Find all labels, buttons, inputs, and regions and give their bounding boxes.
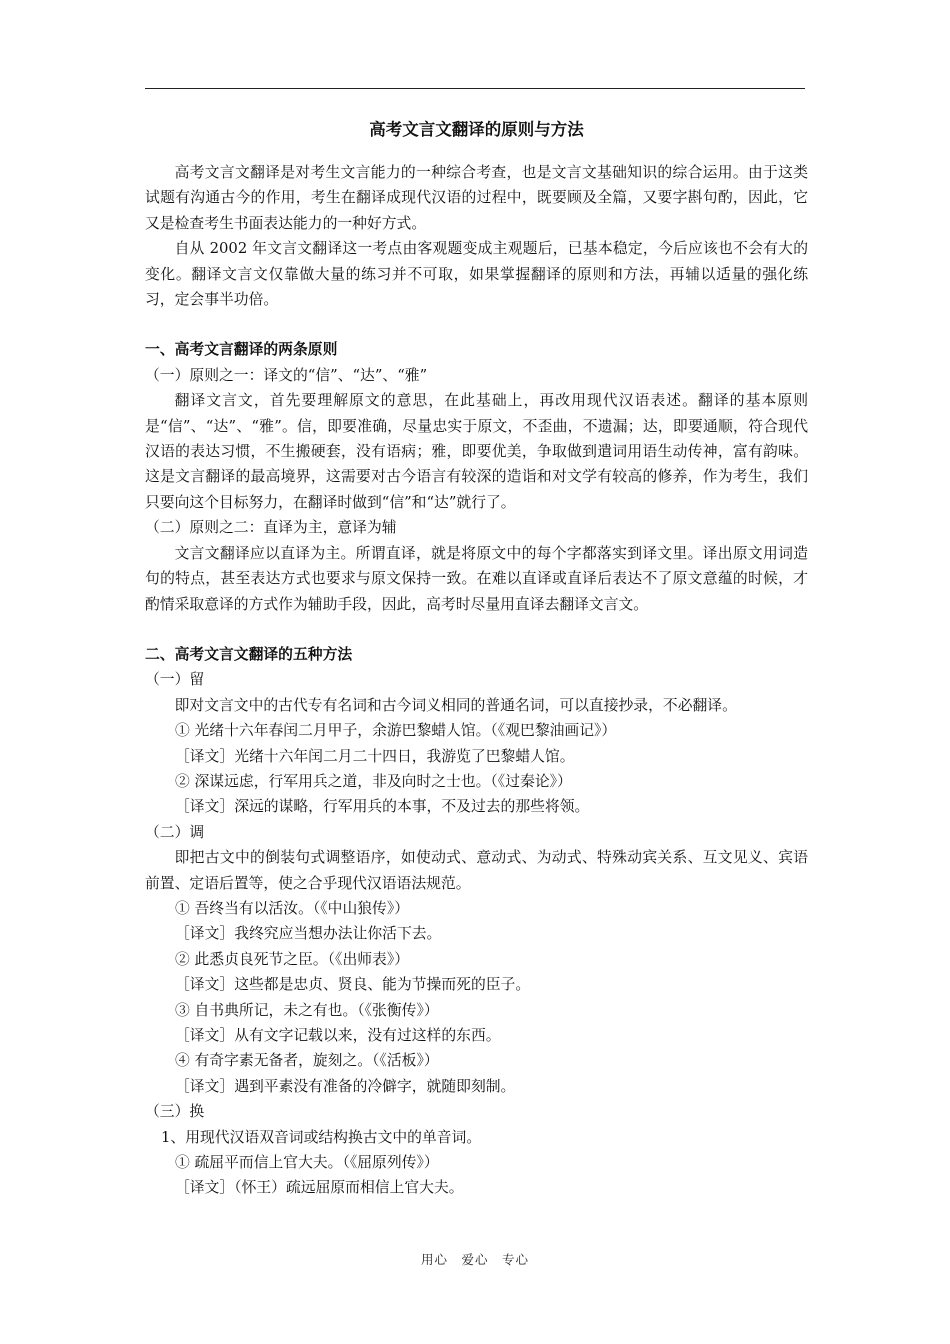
- method-point-huan-1: 1、用现代汉语双音词或结构换古文中的单音词。: [161, 1128, 482, 1146]
- method-label-liu: （一）留: [145, 671, 205, 689]
- section-heading-principles: 一、高考文言翻译的两条原则: [145, 341, 338, 359]
- method-desc-liu: 即对文言文中的古代专有名词和古今词义相同的普通名词，可以直接抄录，不必翻译。: [174, 696, 737, 714]
- subheading-principle-2: （二）原则之二：直译为主，意译为辅: [145, 519, 397, 537]
- intro-paragraph-2: 自从 2002 年文言文翻译这一考点由客观题变成主观题后，已基本稳定，今后应该也不会有大的变化。翻译文言文仅靠做大量的练习并不可取，如果掌握翻译的原则和方法，再辅以适量的强化练习，定会事半功倍。: [145, 240, 808, 309]
- document-body: [145, 108, 808, 1201]
- translation-line: ［译文］光绪十六年闰二月二十四日，我游览了巴黎蜡人馆。: [175, 747, 575, 765]
- example-line: ② 深谋远虑，行军用兵之道，非及向时之士也。（《过秦论》）: [175, 772, 572, 790]
- translation-line: ［译文］这些都是忠贞、贤良、能为节操而死的臣子。: [175, 976, 531, 994]
- translation-line: ［译文］（怀王）疏远屈原而相信上官大夫。: [175, 1179, 464, 1197]
- header-rule: [145, 88, 805, 89]
- translation-line: ［译文］我终究应当想办法让你活下去。: [175, 925, 442, 943]
- subheading-principle-1: （一）原则之一：译文的“信”、“达”、“雅”: [145, 366, 428, 384]
- intro-paragraph-1: 高考文言文翻译是对考生文言能力的一种综合考查，也是文言文基础知识的综合运用。由于这类试题有沟通古今的作用，考生在翻译成现代汉语的过程中，既要顾及全篇，又要字斟句酌，因此，它又是检查考生书面表达能力的一种好方式。: [145, 164, 808, 232]
- method-desc-diao: 即把古文中的倒装句式调整语序，如使动式、意动式、为动式、特殊动宾关系、互文见义、宾语前置、定语后置等，使之合乎现代汉语语法规范。: [145, 849, 808, 892]
- example-line: ① 疏屈平而信上官大夫。（《屈原列传》）: [175, 1154, 439, 1172]
- principle-1-paragraph: 翻译文言文，首先要理解原文的意思，在此基础上，再改用现代汉语表述。翻译的基本原则是“信”、“达”、“雅”。信，即要准确，尽量忠实于原文，不歪曲，不遗漏；达，即要通顺，符合现代汉语的表达习惯，不生搬硬套，没有语病；雅，即要优美，争取做到遣词用语生动传神，富有韵味。这是文言翻译的最高境界，这需要对古今语言有较深的造诣和对文学有较高的修养，作为考生，我们只要向这个目标努力，在翻译时做到“信”和“达”就行了。: [145, 392, 808, 511]
- example-line: ① 光绪十六年春闰二月甲子，余游巴黎蜡人馆。（《观巴黎油画记》）: [175, 722, 617, 740]
- document-title: 高考文言文翻译的原则与方法: [369, 120, 584, 139]
- page-footer: 用心 爱心 专心: [420, 1252, 529, 1267]
- spacer: [145, 617, 808, 642]
- principle-2-paragraph: 文言文翻译应以直译为主。所谓直译，就是将原文中的每个字都落实到译文里。译出原文用词造句的特点，甚至表达方式也要求与原文保持一致。在难以直译或直译后表达不了原文意蕴的时候，才酌情采取意译的方式作为辅助手段，因此，高考时尽量用直译去翻译文言文。: [145, 544, 808, 613]
- translation-line: ［译文］深远的谋略，行军用兵的本事，不及过去的那些将领。: [175, 798, 590, 816]
- translation-line: ［译文］遇到平素没有准备的冷僻字，就随即刻制。: [175, 1077, 516, 1095]
- example-line: ③ 自书典所记，未之有也。（《张衡传》）: [175, 1001, 439, 1019]
- example-line: ④ 有奇字素无备者，旋刻之。（《活板》）: [175, 1052, 439, 1070]
- example-line: ② 此悉贞良死节之臣。（《出师表》）: [175, 950, 410, 968]
- section-heading-methods: 二、高考文言文翻译的五种方法: [145, 645, 353, 663]
- translation-line: ［译文］从有文字记载以来，没有过这样的东西。: [175, 1027, 501, 1044]
- method-label-huan: （三）换: [145, 1103, 205, 1121]
- example-line: ① 吾终当有以活汝。（《中山狼传》）: [175, 899, 410, 917]
- method-label-diao: （二）调: [145, 823, 205, 841]
- spacer: [145, 312, 808, 337]
